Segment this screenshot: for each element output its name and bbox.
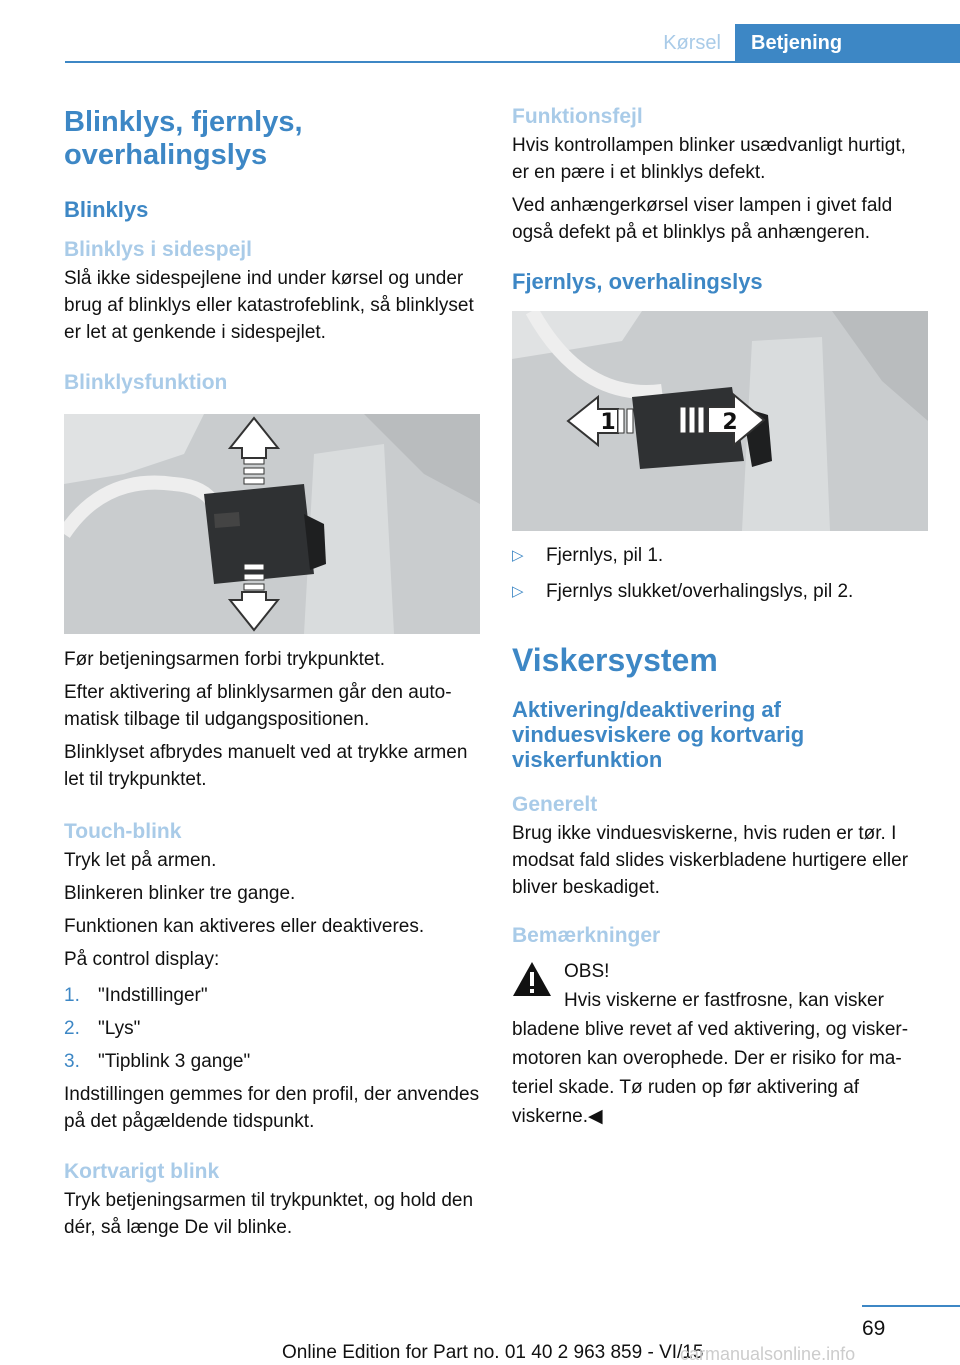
paragraph-touch-3: Funktionen kan aktiveres eller deaktiveres.	[64, 916, 425, 937]
page-number: 69	[862, 1317, 886, 1340]
edition-text: Online Edition for Part no. 01 40 2 963 859 - VI/15	[282, 1342, 704, 1363]
list-item: 1. "Indstillinger"	[64, 985, 208, 1006]
paragraph-fejl-2: Ved anhængerkørsel viser lampen i givet fald også defekt på et blinklys på anhængeren.	[512, 195, 893, 243]
header-tab-korsel[interactable]: Kørsel	[663, 32, 721, 54]
watermark: carmanualsonline.info	[680, 1344, 856, 1364]
paragraph-funktion-3: Blinklyset afbrydes manuelt ved at trykke armen let til trykpunktet.	[64, 742, 468, 790]
heading-blinklysfunktion: Blinklysfunktion	[64, 371, 228, 394]
paragraph-generelt: Brug ikke vinduesviskerne, hvis ruden er tør. I modsat fald slides viskerbladene hurtigere eller bliver beskadiget.	[512, 823, 909, 898]
header-tab-betjening[interactable]: Betjening	[735, 24, 960, 62]
steps-list	[64, 983, 482, 1075]
heading-viskersystem: Viskersystem	[512, 642, 718, 678]
heading-bemaerkninger: Bemærkninger	[512, 924, 661, 947]
paragraph-touch-4: På control display:	[64, 949, 220, 970]
paragraph-funktion-1: Før betjeningsarmen forbi trykpunktet.	[64, 649, 386, 670]
page-header	[0, 0, 960, 62]
paragraph-touch-2: Blinkeren blinker tre gange.	[64, 883, 296, 904]
heading-fjernlys: Fjernlys, overhalingslys	[512, 269, 763, 294]
footer-divider	[862, 1305, 960, 1307]
paragraph-funktion-2: Efter aktivering af blinklysarmen går den automatisk tilbage til udgangspositionen.	[64, 682, 452, 730]
list-item: ▷ Fjernlys, pil 1.	[512, 543, 928, 569]
warning-line-1: Hvis viskerne er fastfrosne, kan visker	[564, 990, 884, 1011]
warning-title: OBS!	[564, 961, 610, 982]
paragraph-touch-5: Indstillingen gemmes for den profil, der anvendes på det pågældende tidspunkt.	[64, 1084, 480, 1132]
warning-box	[512, 957, 928, 1131]
header-divider	[65, 61, 960, 63]
list-item: 3. "Tipblink 3 gange"	[64, 1051, 251, 1072]
triangle-bullet-icon: ▷	[512, 547, 524, 564]
paragraph-kortvarigt: Tryk betjeningsarmen til trykpunktet, og hold den dér, så længe De vil blinke.	[64, 1190, 474, 1238]
section-title: Blinklys, fjernlys, overhalingslys	[64, 106, 303, 171]
warning-line-rest: bladene blive revet af ved aktivering, og viskermotoren kan overophede. Der er risiko for materiel skade. Tø ruden op før aktivering af viskerne.◀	[512, 1019, 909, 1127]
list-item: ▷ Fjernlys slukket/overhalingslys, pil 2.	[512, 579, 928, 605]
list-item: 2. "Lys"	[64, 1018, 141, 1039]
high-beam-list	[512, 543, 928, 605]
triangle-bullet-icon: ▷	[512, 583, 524, 600]
paragraph-touch-1: Tryk let på armen.	[64, 850, 217, 871]
heading-aktivering: Aktivering/deaktivering af vinduesviskere og kortvarig viskerfunktion	[512, 697, 805, 772]
figure-high-beam-lever	[512, 311, 928, 531]
paragraph-fejl-1: Hvis kontrollampen blinker usædvanligt hurtigt, er en pære i et blinklys defekt.	[512, 135, 906, 183]
warning-triangle-icon	[512, 961, 552, 997]
left-column	[64, 98, 482, 1241]
heading-kortvarigt-blink: Kortvarigt blink	[64, 1160, 220, 1183]
figure-turn-signal-lever	[64, 414, 480, 634]
warning-text	[512, 957, 928, 1131]
heading-generelt: Generelt	[512, 793, 598, 816]
figure-arrow-label-1: 1	[600, 410, 616, 435]
heading-funktionsfejl: Funktionsfejl	[512, 105, 643, 128]
paragraph-sidespejl: Slå ikke sidespejlene ind under kørsel og under brug af blinklys eller katastrofeblink, så blinklyset er let at genkende i sidespejlet.	[64, 268, 474, 343]
heading-touch-blink: Touch-blink	[64, 820, 182, 843]
right-column	[512, 98, 928, 1131]
heading-blinklys-sidespejl: Blinklys i sidespejl	[64, 238, 252, 261]
figure-arrow-label-2: 2	[722, 410, 738, 435]
heading-blinklys: Blinklys	[64, 197, 149, 222]
